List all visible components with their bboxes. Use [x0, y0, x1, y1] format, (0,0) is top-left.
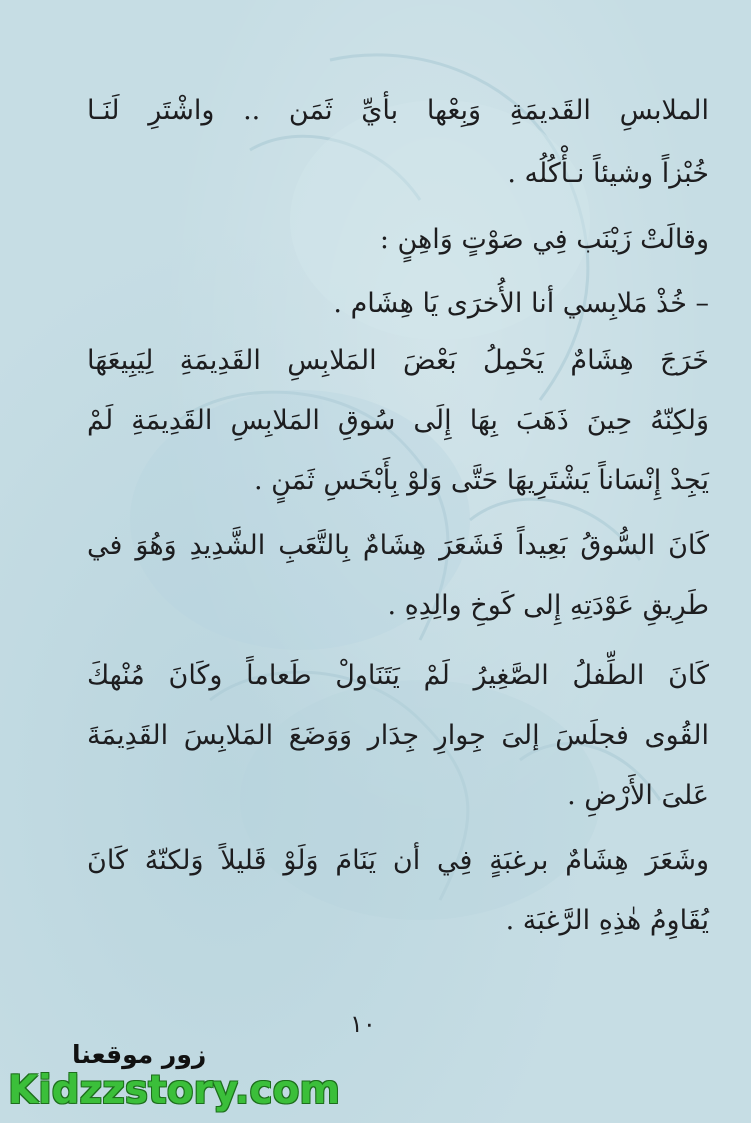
text-line: – خُذْ مَلابِسي أنا الأُخرَى يَا هِشَام . [333, 288, 709, 319]
watermark-logo: Kidzzstory.com [8, 1068, 340, 1113]
text-line: خُبْزاً وشيئاً نـأْكُلُه . [507, 158, 709, 189]
page-number: ١٠ [350, 1010, 376, 1038]
text-line: الملابسِ القَديمَةِ وَبِعْها بأيِّ ثَمَن .. واشْتَرِ لَنَـا [87, 95, 709, 126]
text-line: كَانَ السُّوقُ بَعِيداً فَشَعَرَ هِشَامٌ بِالتَّعَبِ الشَّدِيدِ وَهُوَ في [87, 530, 709, 561]
text-line: يَجِدْ إِنْسَاناً يَشْتَرِيهَا حَتَّى وَلوْ بِأَبْخَسِ ثَمَنٍ . [253, 465, 709, 496]
text-line: القُوى فجلَسَ إلىَ جِوارِ جِدَار وَوَضَعَ المَلابِسَ القَدِيمَةَ [87, 720, 709, 751]
text-line: يُقَاوِمُ هٰذِهِ الرَّغبَة . [505, 905, 709, 936]
text-line: وقالَتْ زَيْنَب فِي صَوْتٍ وَاهِنٍ : [379, 224, 709, 255]
text-line: كَانَ الطِّفلُ الصَّغِيرُ لَمْ يَتَنَاولْ طَعاماً وكَانَ مُنْهكَ [87, 660, 709, 691]
watermark-caption: زور موقعنا [72, 1040, 207, 1069]
text-line: وشَعَرَ هِشَامٌ برغبَةٍ فِي أن يَنَامَ وَلَوْ قَليلاً وَلكنّهُ كَانَ [87, 845, 709, 876]
text-line: خَرَجَ هِشَامٌ يَحْمِلُ بَعْضَ المَلابِسِ القَدِيمَةِ لِيَبِيعَهَا [87, 345, 709, 376]
text-line: طَرِيقِ عَوْدَتِهِ إِلى كَوخِ والِدِهِ . [387, 590, 709, 621]
text-line: عَلىَ الأَرْضِ . [567, 780, 709, 811]
text-line: وَلكِنّهُ حِينَ ذَهَبَ بِهَا إِلَى سُوقِ المَلابِسِ القَدِيمَةِ لَمْ [87, 405, 709, 436]
